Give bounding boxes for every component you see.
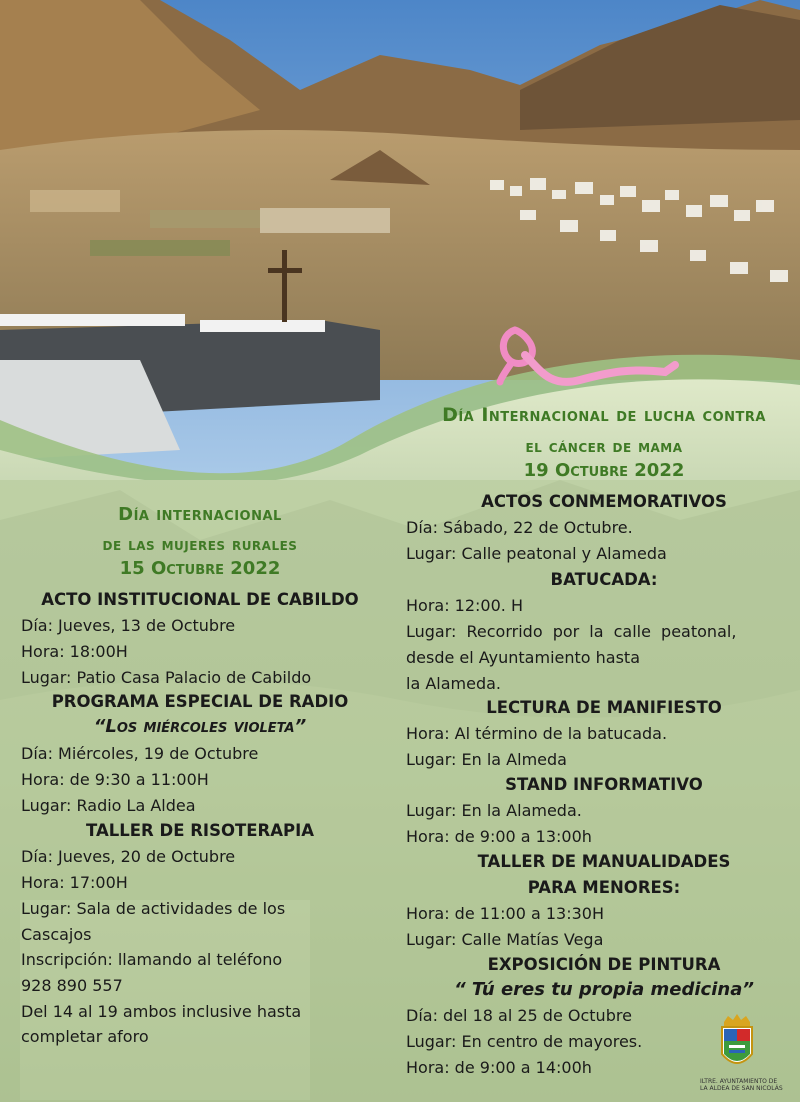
rural-women-day-title-line1: Día internacional	[118, 504, 282, 525]
lectura-lugar: Lugar: En la Almeda	[406, 750, 567, 769]
exposicion-dia: Día: del 18 al 25 de Octubre	[406, 1006, 632, 1025]
batucada-hora: Hora: 12:00. H	[406, 596, 523, 615]
aforo-line-2: completar aforo	[21, 1027, 149, 1046]
inscripcion-text: Inscripción: llamando al teléfono	[21, 950, 283, 969]
stand-heading: STAND INFORMATIVO	[505, 775, 703, 794]
taller-manualidades-heading-1: TALLER DE MANUALIDADES	[477, 852, 731, 871]
actos-dia: Día: Sábado, 22 de Octubre.	[406, 518, 633, 537]
exposicion-title: “ Tú eres tu propia medicina”	[454, 979, 754, 1000]
rural-women-day-date: 15 Octubre 2022	[119, 558, 281, 579]
exposicion-heading: EXPOSICIÓN DE PINTURA	[487, 955, 721, 974]
batucada-lugar-1: Lugar: Recorrido por la calle peatonal,	[406, 622, 737, 641]
breast-cancer-day-title-line1: Día Internacional de lucha contra	[442, 404, 766, 426]
lectura-hora: Hora: Al término de la batucada.	[406, 724, 668, 743]
municipal-crest-logo	[716, 1014, 758, 1074]
radio-heading: PROGRAMA ESPECIAL DE RADIO	[51, 692, 349, 711]
lectura-heading: LECTURA DE MANIFIESTO	[486, 698, 722, 717]
rural-women-day-title-line2: de las mujeres rurales	[102, 535, 298, 555]
exposicion-hora: Hora: de 9:00 a 14:00h	[406, 1058, 592, 1077]
radio-dia: Día: Miércoles, 19 de Octubre	[21, 744, 259, 763]
acto-lugar: Lugar: Patio Casa Palacio de Cabildo	[21, 668, 312, 687]
taller-manualidades-hora: Hora: de 11:00 a 13:30H	[406, 904, 604, 923]
acto-institucional-heading: ACTO INSTITUCIONAL DE CABILDO	[41, 590, 359, 609]
radio-lugar: Lugar: Radio La Aldea	[21, 796, 196, 815]
acto-hora: Hora: 18:00H	[21, 642, 128, 661]
crest-caption-line2: LA ALDEA DE SAN NICOLÁS	[700, 1085, 783, 1092]
risoterapia-hora: Hora: 17:00H	[21, 873, 128, 892]
stand-lugar: Lugar: En la Alameda.	[406, 801, 582, 820]
actos-heading: ACTOS CONMEMORATIVOS	[481, 492, 727, 511]
breast-cancer-day-title-line2: el cáncer de mama	[525, 437, 683, 457]
telefono: 928 890 557	[21, 976, 123, 995]
batucada-lugar-2: desde el Ayuntamiento hasta	[406, 648, 641, 667]
actos-lugar: Lugar: Calle peatonal y Alameda	[406, 544, 667, 563]
crest-caption-line1: ILTRE. AYUNTAMIENTO DE	[700, 1078, 778, 1085]
stand-hora: Hora: de 9:00 a 13:00h	[406, 827, 592, 846]
risoterapia-dia: Día: Jueves, 20 de Octubre	[21, 847, 236, 866]
risoterapia-heading: TALLER DE RISOTERAPIA	[86, 821, 314, 840]
batucada-lugar-3: la Alameda.	[406, 674, 502, 693]
radio-hora: Hora: de 9:30 a 11:00H	[21, 770, 209, 789]
acto-dia: Día: Jueves, 13 de Octubre	[21, 616, 236, 635]
breast-cancer-day-date: 19 Octubre 2022	[523, 460, 685, 481]
exposicion-lugar: Lugar: En centro de mayores.	[406, 1032, 643, 1051]
aforo-line-1: Del 14 al 19 ambos inclusive hasta	[21, 1002, 302, 1021]
batucada-heading: BATUCADA:	[550, 570, 658, 589]
radio-program-title: “Los miércoles violeta”	[93, 716, 307, 737]
risoterapia-lugar-2: Cascajos	[21, 925, 92, 944]
taller-manualidades-heading-2: PARA MENORES:	[527, 878, 681, 897]
taller-manualidades-lugar: Lugar: Calle Matías Vega	[406, 930, 604, 949]
risoterapia-lugar-1: Lugar: Sala de actividades de los	[21, 899, 286, 918]
